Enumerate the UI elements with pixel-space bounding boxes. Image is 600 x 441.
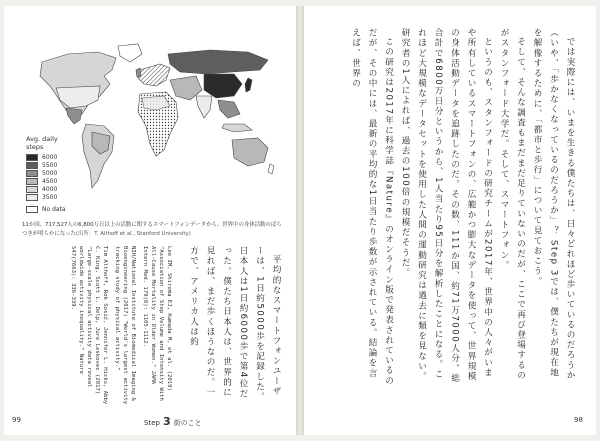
greenland-shape <box>118 44 142 62</box>
body-paragraph: 平均的なスマートフォンユーザーは、1日約5000歩を記録した。日本人は1日約6000歩で第4位だった。僕たち日本人は、世界的に見れば、まだ歩くほうなのだ。一方で、アメリカ人は約 <box>188 246 281 403</box>
legend-item <box>26 177 96 185</box>
mexico-shape <box>66 108 82 124</box>
legend-swatch <box>26 178 38 185</box>
legend-item <box>26 161 96 169</box>
indonesia-shape <box>222 124 252 132</box>
world-map-figure <box>20 40 278 215</box>
india-shape <box>196 96 212 118</box>
running-head-prefix: Step <box>144 419 160 427</box>
legend-label: 5000 <box>42 169 58 177</box>
figure-caption <box>22 221 284 238</box>
new-zealand-shape <box>268 164 274 174</box>
legend-swatch <box>26 186 38 193</box>
legend-label: 4500 <box>42 177 58 185</box>
legend-item <box>26 169 96 177</box>
legend-swatch <box>26 170 38 177</box>
caption-text: 11か国、717,527人の6,800万日以上の活動に関するスマートフォンデータから、世界中の身体活動のばらつきが明らかになった <box>22 222 282 237</box>
legend-label: No data <box>42 205 66 213</box>
running-head-title: 街のこと <box>173 419 202 427</box>
page-number-right: 98 <box>574 416 583 424</box>
europe-shape <box>138 64 170 86</box>
page-number-left: 99 <box>12 416 21 424</box>
china-shape <box>204 74 242 98</box>
legend-item <box>26 185 96 193</box>
legend-item <box>26 205 96 213</box>
left-body-text <box>174 246 284 406</box>
book-gutter <box>296 6 304 435</box>
legend-swatch <box>26 154 38 161</box>
reference-note: NIH/National Institute of Biomedical Imaging & Bioengineering (2017) "World's largest activity tracking study of physical activity." <box>114 246 136 405</box>
legend-label: 6000 <box>42 153 58 161</box>
caption-source: (出所：T. Althoff et al., Stanford University) <box>75 230 191 237</box>
running-head-number: 3 <box>162 415 171 428</box>
body-paragraph: では実際には、いまを生きる僕たちは、日々どれほど歩いているのだろうか（いや、「歩かなくなっているのだろうか」？ Step 3では、僕たちが現在地を解像するために、「都市と歩行」について見ておこう。 <box>532 28 575 380</box>
reference-note: Tim Althoff, Rok Sosič, Jennifer L. Hicks, Abby C. King, Scott L. Delp, Jure Leskovec (2017) "Large-scale physical activity data reveal worldwide activity inequality." Nature 547(7663): 336-339. <box>70 246 108 405</box>
legend-swatch <box>26 194 38 201</box>
legend-swatch <box>26 162 38 169</box>
body-paragraph: そして、そんな調査もまだまだ足りていないのだが、ここで再び登場するのがスタンフォード大学だ。そして、スマートフォン。 <box>499 28 526 380</box>
left-page <box>4 6 296 435</box>
map-legend <box>26 136 96 213</box>
legend-item <box>26 153 96 161</box>
russia-shape <box>168 50 268 74</box>
reference-notes <box>70 246 173 406</box>
legend-item <box>26 193 96 201</box>
reference-note: Lee IM, Shiroma EJ, Kamada M, et al. (2019) "Association of Step Volume and Intensity With All-Cause Mortality in Older Women." JAMA Intern Med. 179(8): 1105-1112. <box>142 246 172 401</box>
right-body-text <box>334 28 578 386</box>
legend-swatch <box>26 206 38 213</box>
japan-shape <box>245 78 252 92</box>
legend-label: 4000 <box>42 185 58 193</box>
australia-shape <box>232 138 268 166</box>
body-paragraph: というのも、スタンフォードの研究チームが2017年、世界中の人々がいまや所有しているスマートフォンの、広範かつ膨大なデータを使って、世界規模の身体活動データを追跡したのだ。その数、111か国、約71万7000人分。総合計で6800万日分というから、1人当たり95日分を解析したことになる。これほど大規模なデータセットを使用した人間の運動研究は過去に類を見ない。研究者の1人によれば、過去の100倍の規模だそうだ。 <box>400 28 493 384</box>
right-page <box>304 6 596 435</box>
southeast-asia-shape <box>218 100 240 118</box>
body-paragraph: この研究は2017年に科学誌『Nature』のオンライン版で発表されているのだが、その中には、最新の平均的な1日当たり歩数が示されている。結論を言えば、世界の <box>350 28 394 386</box>
legend-title: Avg. daily steps <box>26 135 58 151</box>
legend-label: 3500 <box>42 193 58 201</box>
legend-label: 5500 <box>42 161 58 169</box>
uk-shape <box>136 68 141 77</box>
running-head <box>144 415 202 428</box>
